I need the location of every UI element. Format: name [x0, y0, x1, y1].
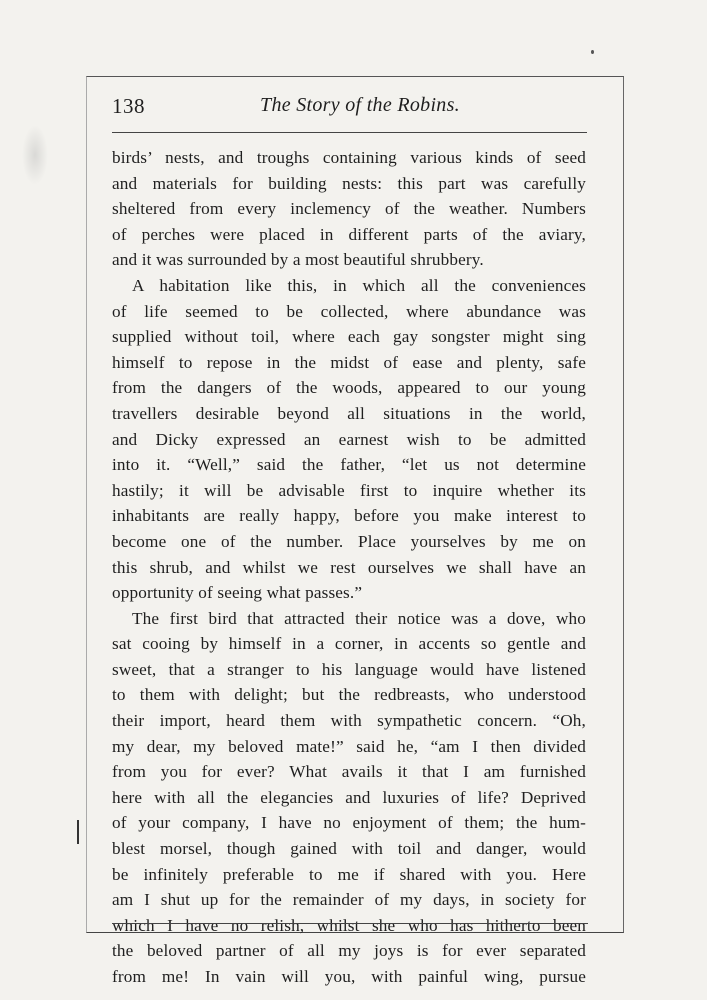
text-line: opportunity of seeing what passes.”	[112, 583, 363, 603]
text-line: of life seemed to be collected, where abundance was	[112, 301, 586, 321]
text-line: here with all the elegancies and luxuries of life? Deprived	[112, 787, 586, 807]
margin-mark	[77, 820, 79, 844]
text-line: of perches were placed in different parts of the aviary,	[112, 224, 586, 244]
text-line: supplied without toil, where each gay songster might sing	[112, 327, 586, 347]
text-line: and it was surrounded by a most beautiful shrubbery.	[112, 250, 484, 270]
body-text	[112, 145, 586, 990]
scan-smudge	[22, 125, 48, 185]
text-line: sat cooing by himself in a corner, in accents so gentle and	[112, 634, 586, 654]
text-line: be infinitely preferable to me if shared with you. Here	[112, 864, 586, 884]
text-line: and Dicky expressed an earnest wish to be admitted	[112, 429, 586, 449]
text-line: hastily; it will be advisable first to inquire whether its	[112, 480, 586, 500]
text-line: himself to repose in the midst of ease and plenty, safe	[112, 352, 586, 372]
text-line: travellers desirable beyond all situations in the world,	[112, 403, 586, 423]
text-line: sheltered from every inclemency of the weather. Numbers	[112, 199, 586, 219]
text-line: to them with delight; but the redbreasts, who understood	[112, 685, 586, 705]
text-line: the beloved partner of all my joys is for ever separated	[112, 941, 586, 961]
bottom-rule	[112, 923, 588, 924]
running-title: The Story of the Robins.	[260, 94, 460, 116]
text-line: from me! In vain will you, with painful wing, pursue	[112, 967, 586, 986]
text-line: my dear, my beloved mate!” said he, “am I then divided	[112, 736, 586, 756]
text-line: A habitation like this, in which all the conveniences	[132, 275, 586, 295]
text-line: of your company, I have no enjoyment of them; the hum-	[112, 813, 586, 833]
text-line: from you for ever? What avails it that I am furnished	[112, 762, 586, 782]
text-line: The first bird that attracted their notice was a dove, who	[132, 608, 586, 628]
text-line: from the dangers of the woods, appeared to our young	[112, 378, 586, 398]
header-rule	[112, 132, 587, 133]
text-line: their import, heard them with sympathetic concern. “Oh,	[112, 711, 586, 731]
text-line: am I shut up for the remainder of my days, in society for	[112, 890, 586, 910]
text-line: become one of the number. Place yourselves by me on	[112, 531, 586, 551]
text-line: this shrub, and whilst we rest ourselves we shall have an	[112, 557, 586, 577]
text-line: blest morsel, though gained with toil and danger, would	[112, 839, 586, 859]
text-line: sweet, that a stranger to his language would have listened	[112, 659, 586, 679]
text-line: birds’ nests, and troughs containing various kinds of seed	[112, 148, 586, 167]
page-number: 138	[112, 94, 145, 118]
scan-speck	[591, 50, 594, 54]
text-line: and materials for building nests: this part was carefully	[112, 173, 586, 193]
text-line: which I have no relish, whilst she who has hitherto been	[112, 915, 586, 935]
page-header	[112, 94, 608, 124]
text-line: inhabitants are really happy, before you make interest to	[112, 506, 586, 526]
text-line: into it. “Well,” said the father, “let us not determine	[112, 455, 586, 475]
